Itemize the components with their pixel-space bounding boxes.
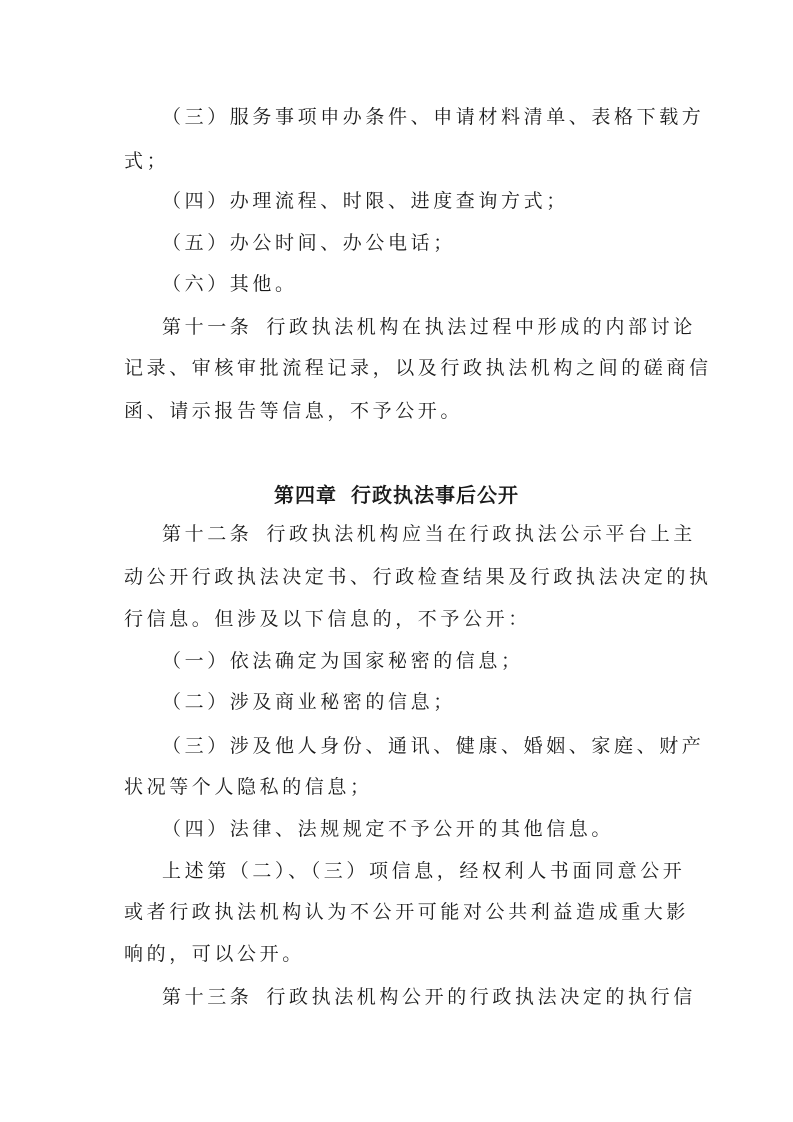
list-item-5: （五）办公时间、办公电话； — [162, 232, 456, 254]
article-12-line-3: 行信息。但涉及以下信息的，不予公开： — [124, 608, 531, 630]
chapter-heading — [0, 482, 793, 508]
article-12-item-2: （二）涉及商业秘密的信息； — [162, 691, 456, 713]
article-11-line-2: 记录、审核审批流程记录，以及行政执法机构之间的磋商信 — [124, 357, 712, 379]
article-11-text: 行政执法机构在执法过程中形成的内部讨论 — [266, 316, 696, 338]
article-12-line-2: 动公开行政执法决定书、行政检查结果及行政执法决定的执 — [124, 566, 712, 588]
list-item-3-continued: 式； — [124, 150, 170, 172]
article-11 — [162, 315, 696, 339]
list-item-3: （三）服务事项申办条件、申请材料清单、表格下载方 — [162, 106, 705, 128]
chapter-title: 行政执法事后公开 — [351, 483, 519, 507]
list-item-6: （六）其他。 — [162, 273, 298, 295]
list-item-4: （四）办理流程、时限、进度查询方式； — [162, 190, 569, 212]
article-12-item-4: （四）法律、法规规定不予公开的其他信息。 — [162, 818, 615, 840]
article-12-paragraph-line-3: 响的，可以公开。 — [124, 943, 305, 965]
article-11-number: 第十一条 — [162, 316, 253, 338]
article-12-text: 行政执法机构应当在行政执法公示平台上主 — [266, 523, 696, 545]
article-12-item-1: （一）依法确定为国家秘密的信息； — [162, 650, 524, 672]
article-12-paragraph-line-2: 或者行政执法机构认为不公开可能对公共利益造成重大影 — [124, 901, 690, 923]
article-12-item-3-continued: 状况等个人隐私的信息； — [124, 776, 373, 798]
article-12-paragraph: 上述第（二）、（三）项信息，经权利人书面同意公开 — [162, 860, 686, 882]
article-13-number: 第十三条 — [162, 986, 253, 1008]
article-12-item-3: （三）涉及他人身份、通讯、健康、婚姻、家庭、财产 — [162, 735, 705, 757]
article-11-line-3: 函、请示报告等信息，不予公开。 — [124, 400, 464, 422]
article-12-number: 第十二条 — [162, 523, 253, 545]
article-12 — [162, 522, 696, 546]
chapter-number: 第四章 — [274, 483, 337, 507]
article-13 — [162, 985, 696, 1009]
article-13-text: 行政执法机构公开的行政执法决定的执行信 — [266, 986, 696, 1008]
